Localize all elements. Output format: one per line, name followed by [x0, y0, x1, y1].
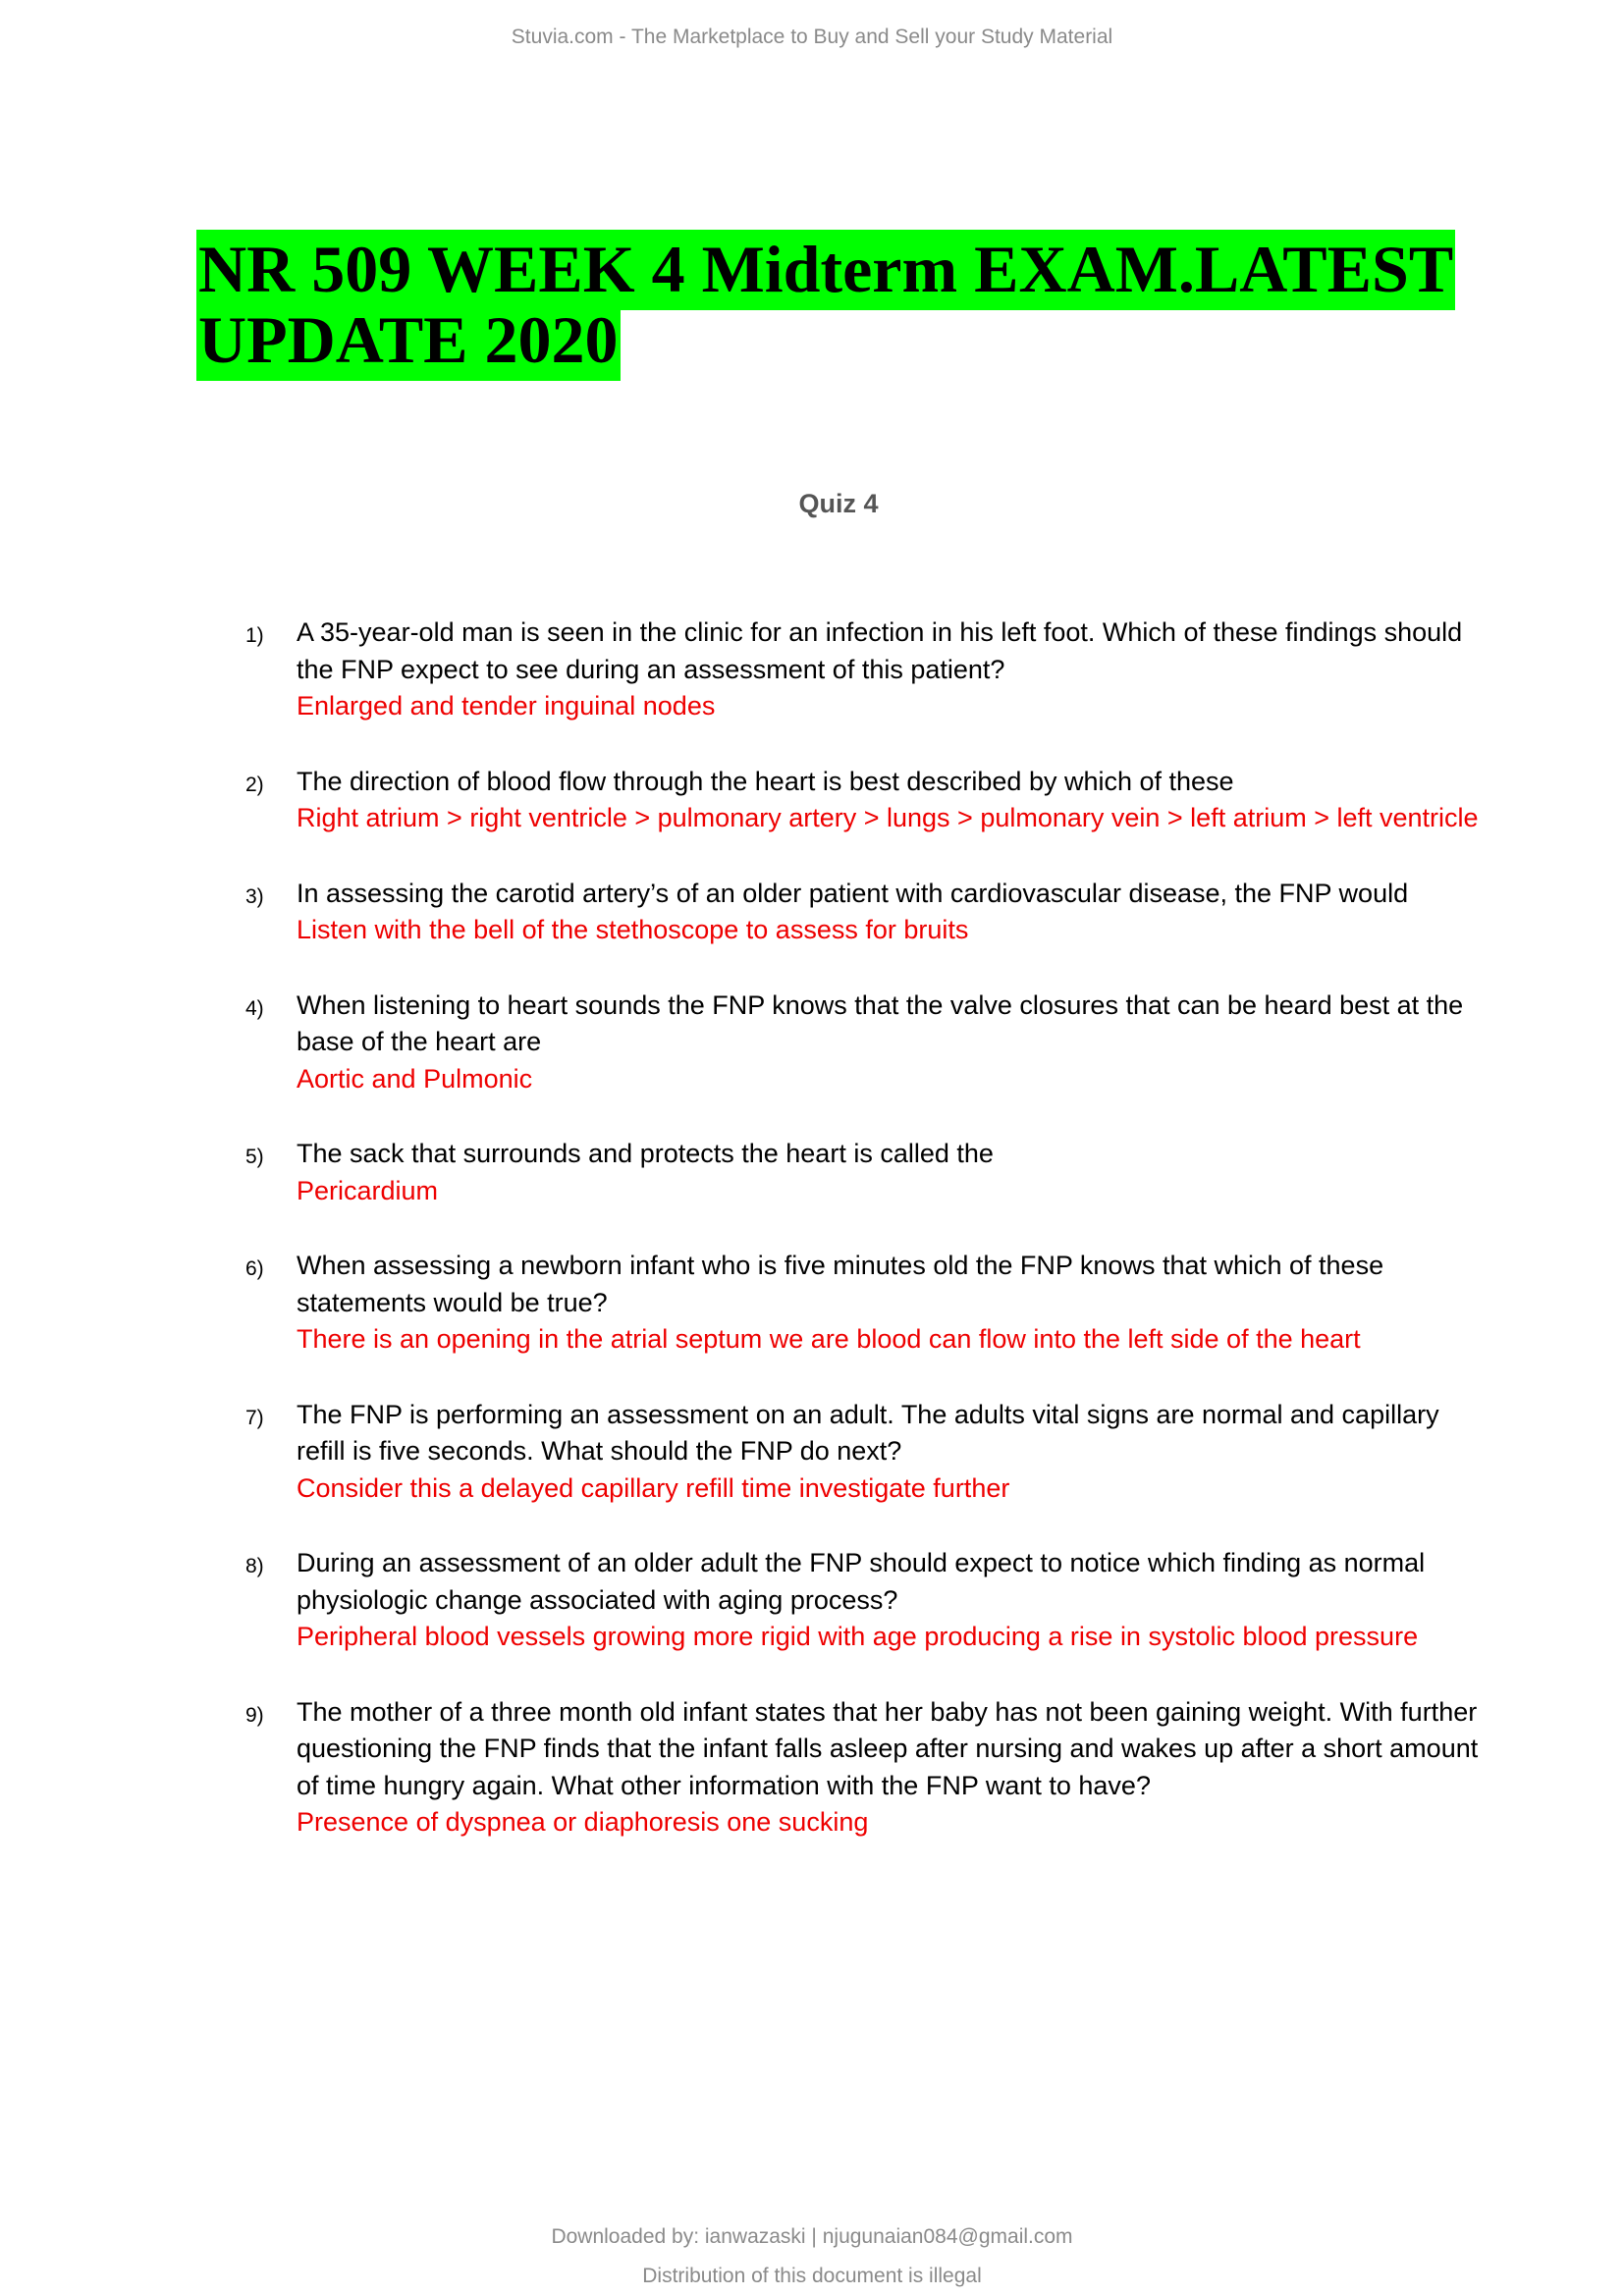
question-number: 7)	[245, 1406, 264, 1429]
question-text: The sack that surrounds and protects the heart is called the	[297, 1139, 994, 1168]
question-list	[245, 614, 1483, 1880]
question-number: 8)	[245, 1555, 264, 1577]
question-item	[245, 1248, 1483, 1359]
document-title	[196, 234, 1492, 375]
question-answer: Listen with the bell of the stethoscope to assess for bruits	[297, 915, 969, 944]
distribution-notice: Distribution of this document is illegal	[642, 2265, 982, 2287]
question-number: 4)	[245, 996, 264, 1020]
question-answer: Presence of dyspnea or diaphoresis one sucking	[297, 1807, 869, 1837]
question-number: 6)	[245, 1257, 264, 1280]
question-item	[245, 876, 1483, 949]
question-answer: There is an opening in the atrial septum we are blood can flow into the left side of the heart	[297, 1324, 1361, 1354]
question-answer: Aortic and Pulmonic	[297, 1063, 533, 1094]
question-number: 1)	[245, 624, 264, 647]
quiz-title: Quiz 4	[798, 489, 879, 518]
question-text: A 35-year-old man is seen in the clinic for an infection in his left foot. Which of these findings should the FNP expect to see during an assessment of this patient?	[297, 617, 1463, 684]
question-item	[245, 1397, 1483, 1508]
question-text: When listening to heart sounds the FNP knows that the valve closures that can be heard best at the base of the heart are	[297, 989, 1464, 1056]
question-answer: Enlarged and tender inguinal nodes	[297, 691, 716, 721]
question-item	[245, 764, 1483, 837]
download-attribution: Downloaded by: ianwazaski | njugunaian084@gmail.com	[551, 2225, 1073, 2248]
question-text: The direction of blood flow through the heart is best described by which of these	[297, 766, 1234, 796]
header-note: Stuvia.com - The Marketplace to Buy and Sell your Study Material	[511, 26, 1113, 48]
document-title-highlight: NR 509 WEEK 4 Midterm EXAM.LATEST UPDATE 2020	[196, 230, 1455, 381]
question-text: The mother of a three month old infant states that her baby has not been gaining weight. With further questioning the FNP finds that the infant falls asleep after nursing and wakes up after a short amount of time hungry again. What other information with the FNP want to have?	[297, 1696, 1479, 1800]
question-item	[245, 1545, 1483, 1656]
question-answer: Right atrium > right ventricle > pulmonary artery > lungs > pulmonary vein > left atrium > left ventricle	[297, 803, 1479, 832]
question-number: 2)	[245, 773, 264, 796]
question-answer: Pericardium	[297, 1175, 439, 1205]
question-text: When assessing a newborn infant who is five minutes old the FNP knows that which of these statements would be true?	[297, 1251, 1384, 1317]
question-text: The FNP is performing an assessment on an adult. The adults vital signs are normal and capillary refill is five seconds. What should the FNP do next?	[297, 1399, 1439, 1466]
question-number: 3)	[245, 884, 264, 908]
question-number: 5)	[245, 1146, 264, 1168]
question-item	[245, 1136, 1483, 1209]
question-text: In assessing the carotid artery’s of an older patient with cardiovascular disease, the FNP would	[297, 878, 1409, 908]
question-answer: Consider this a delayed capillary refill time investigate further	[297, 1472, 1010, 1503]
question-item	[245, 988, 1483, 1098]
question-item	[245, 1694, 1483, 1842]
question-answer: Peripheral blood vessels growing more rigid with age producing a rise in systolic blood pressure	[297, 1622, 1419, 1651]
question-text: During an assessment of an older adult the FNP should expect to notice which finding as normal physiologic change associated with aging process?	[297, 1548, 1426, 1615]
question-item	[245, 614, 1483, 725]
question-number: 9)	[245, 1703, 264, 1727]
